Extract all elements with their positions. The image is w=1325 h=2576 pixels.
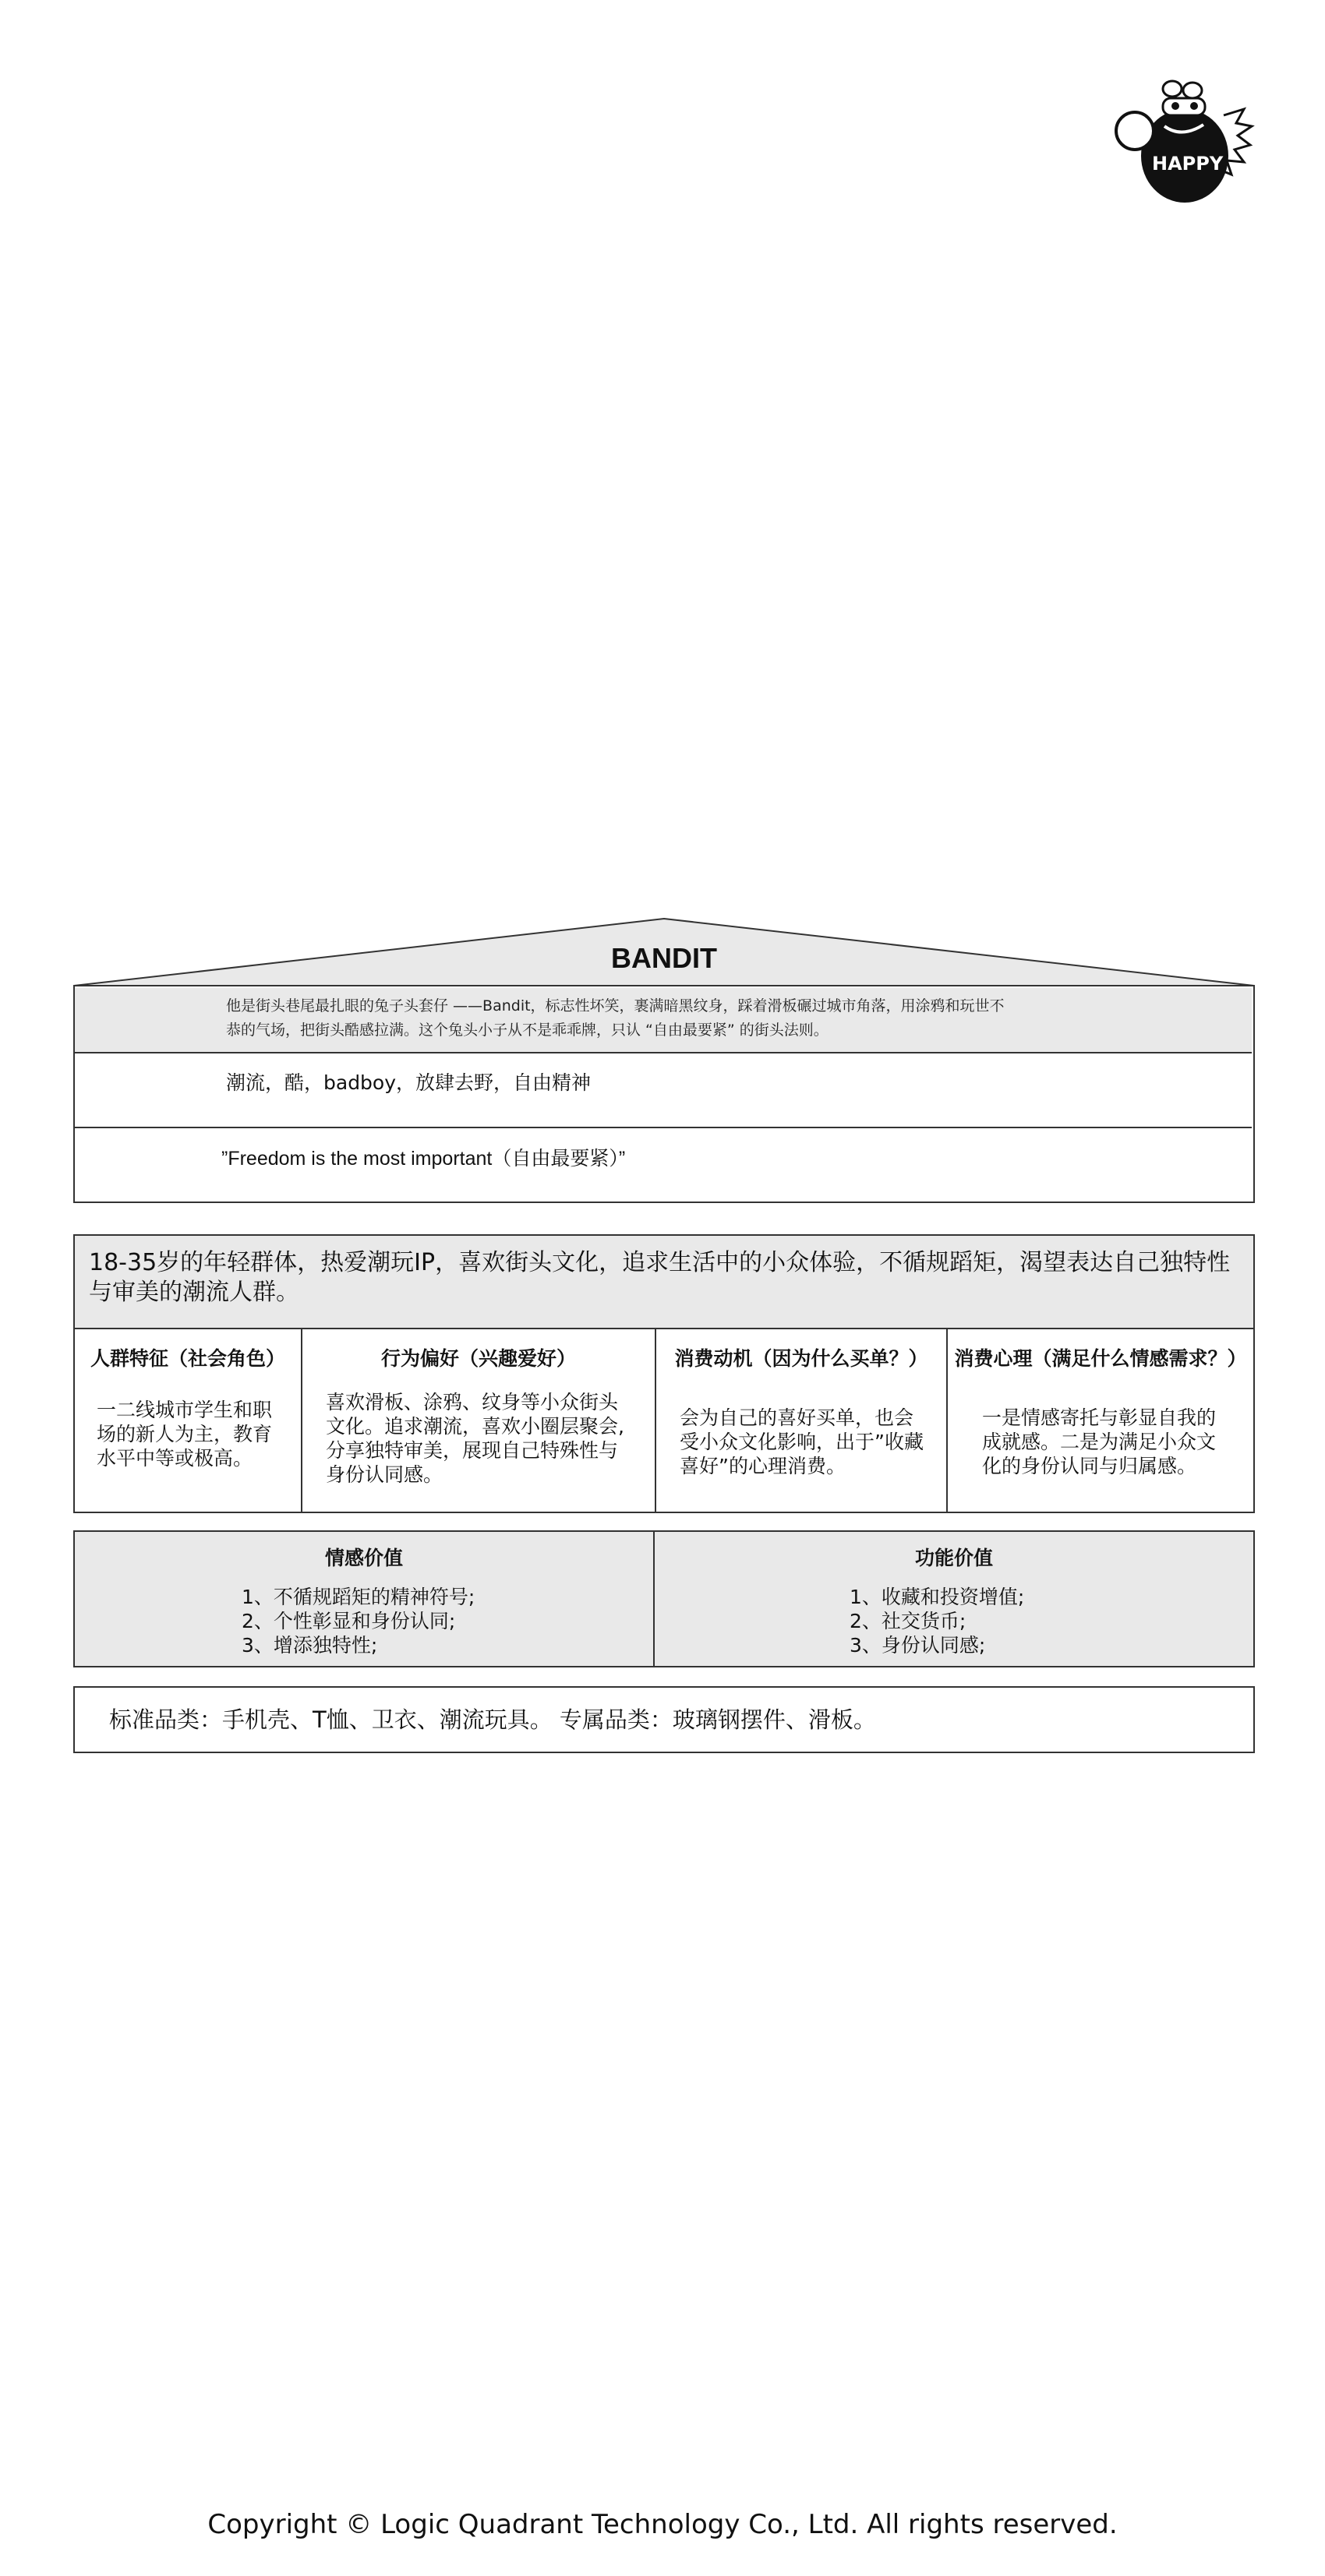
value-table [73, 1530, 1255, 1667]
column-line: 喜欢滑板、涂鸦、纹身等小众街头 [326, 1391, 619, 1413]
value-title: 情感价值 [324, 1547, 403, 1569]
copyright-footer: Copyright © Logic Quadrant Technology Co., Ltd. All rights reserved. [207, 2509, 1118, 2540]
column-body [326, 1390, 624, 1487]
column-line: 喜好”的心理消费。 [680, 1455, 846, 1477]
column-line: 会为自己的喜好买单，也会 [680, 1406, 914, 1429]
audience-col-motivation [656, 1329, 948, 1513]
value-list [242, 1585, 475, 1657]
category-text: 标准品类：手机壳、T恤、卫衣、潮流玩具。 专属品类：玻璃钢摆件、滑板。 [109, 1706, 876, 1733]
value-item: 2、社交货币; [850, 1610, 966, 1632]
value-item: 3、身份认同感; [850, 1634, 986, 1657]
ip-title: BANDIT [611, 942, 717, 974]
column-line: 场的新人为主，教育 [97, 1423, 273, 1445]
functional-value [655, 1532, 1253, 1666]
description-line: 恭的气场，把街头酷感拉满。这个兔头小子从不是乖乖牌，只认 “自由最要紧” 的街头法则。 [226, 1022, 829, 1039]
column-title: 消费心理（满足什么情感需求？） [954, 1347, 1247, 1370]
value-item: 3、增添独特性; [242, 1634, 378, 1657]
value-item: 1、收藏和投资增值; [850, 1586, 1025, 1608]
audience-col-role [75, 1329, 302, 1513]
column-line: 一是情感寄托与彰显自我的 [982, 1406, 1217, 1429]
emotional-value [75, 1532, 655, 1666]
category-box [73, 1686, 1255, 1753]
column-line: 化的身份认同与归属感。 [982, 1455, 1197, 1477]
column-line: 分享独特审美，展现自己特殊性与 [326, 1439, 619, 1462]
column-body [982, 1406, 1216, 1478]
ip-slogan: ”Freedom is the most important（自由最要紧）” [221, 1148, 626, 1170]
column-body [97, 1398, 272, 1470]
audience-summary: 18-35岁的年轻群体，热爱潮玩IP，喜欢街头文化，追求生活中的小众体验，不循规蹈矩，渴望表达自己独特性与审美的潮流人群。 [75, 1236, 1253, 1329]
value-title: 功能价值 [914, 1547, 993, 1569]
value-item: 1、不循规蹈矩的精神符号; [242, 1586, 475, 1608]
description-line: 他是街头巷尾最扎眼的兔子头套仔 ——Bandit，标志性坏笑，裹满暗黑纹身，踩着滑板碾过城市角落，用涂鸦和玩世不 [226, 997, 1005, 1015]
ip-tags: 潮流，酷，badboy，放肆去野，自由精神 [226, 1071, 592, 1094]
audience-table [73, 1234, 1255, 1513]
value-item: 2、个性彰显和身份认同; [242, 1610, 456, 1632]
column-line: 受小众文化影响，出于”收藏 [680, 1431, 924, 1453]
column-title: 人群特征（社会角色） [90, 1347, 285, 1370]
value-list [850, 1585, 1024, 1657]
column-line: 文化。追求潮流，喜欢小圈层聚会, [326, 1415, 624, 1438]
column-body [680, 1406, 924, 1478]
column-line: 水平中等或极高。 [97, 1447, 253, 1470]
logo-lettering [1152, 153, 1224, 175]
audience-col-behavior [302, 1329, 656, 1513]
ip-description [226, 994, 1107, 1043]
column-line: 身份认同感。 [326, 1463, 443, 1486]
audience-col-psychology [948, 1329, 1253, 1513]
column-line: 一二线城市学生和职 [97, 1399, 273, 1421]
brand-logo [1107, 69, 1255, 209]
column-line: 成就感。二是为满足小众文 [982, 1431, 1217, 1453]
column-title: 行为偏好（兴趣爱好） [380, 1347, 576, 1370]
svg-text:HAPPY: HAPPY [1152, 153, 1224, 175]
column-title: 消费动机（因为什么买单？） [674, 1347, 928, 1370]
creature-logo-icon [1107, 69, 1255, 209]
